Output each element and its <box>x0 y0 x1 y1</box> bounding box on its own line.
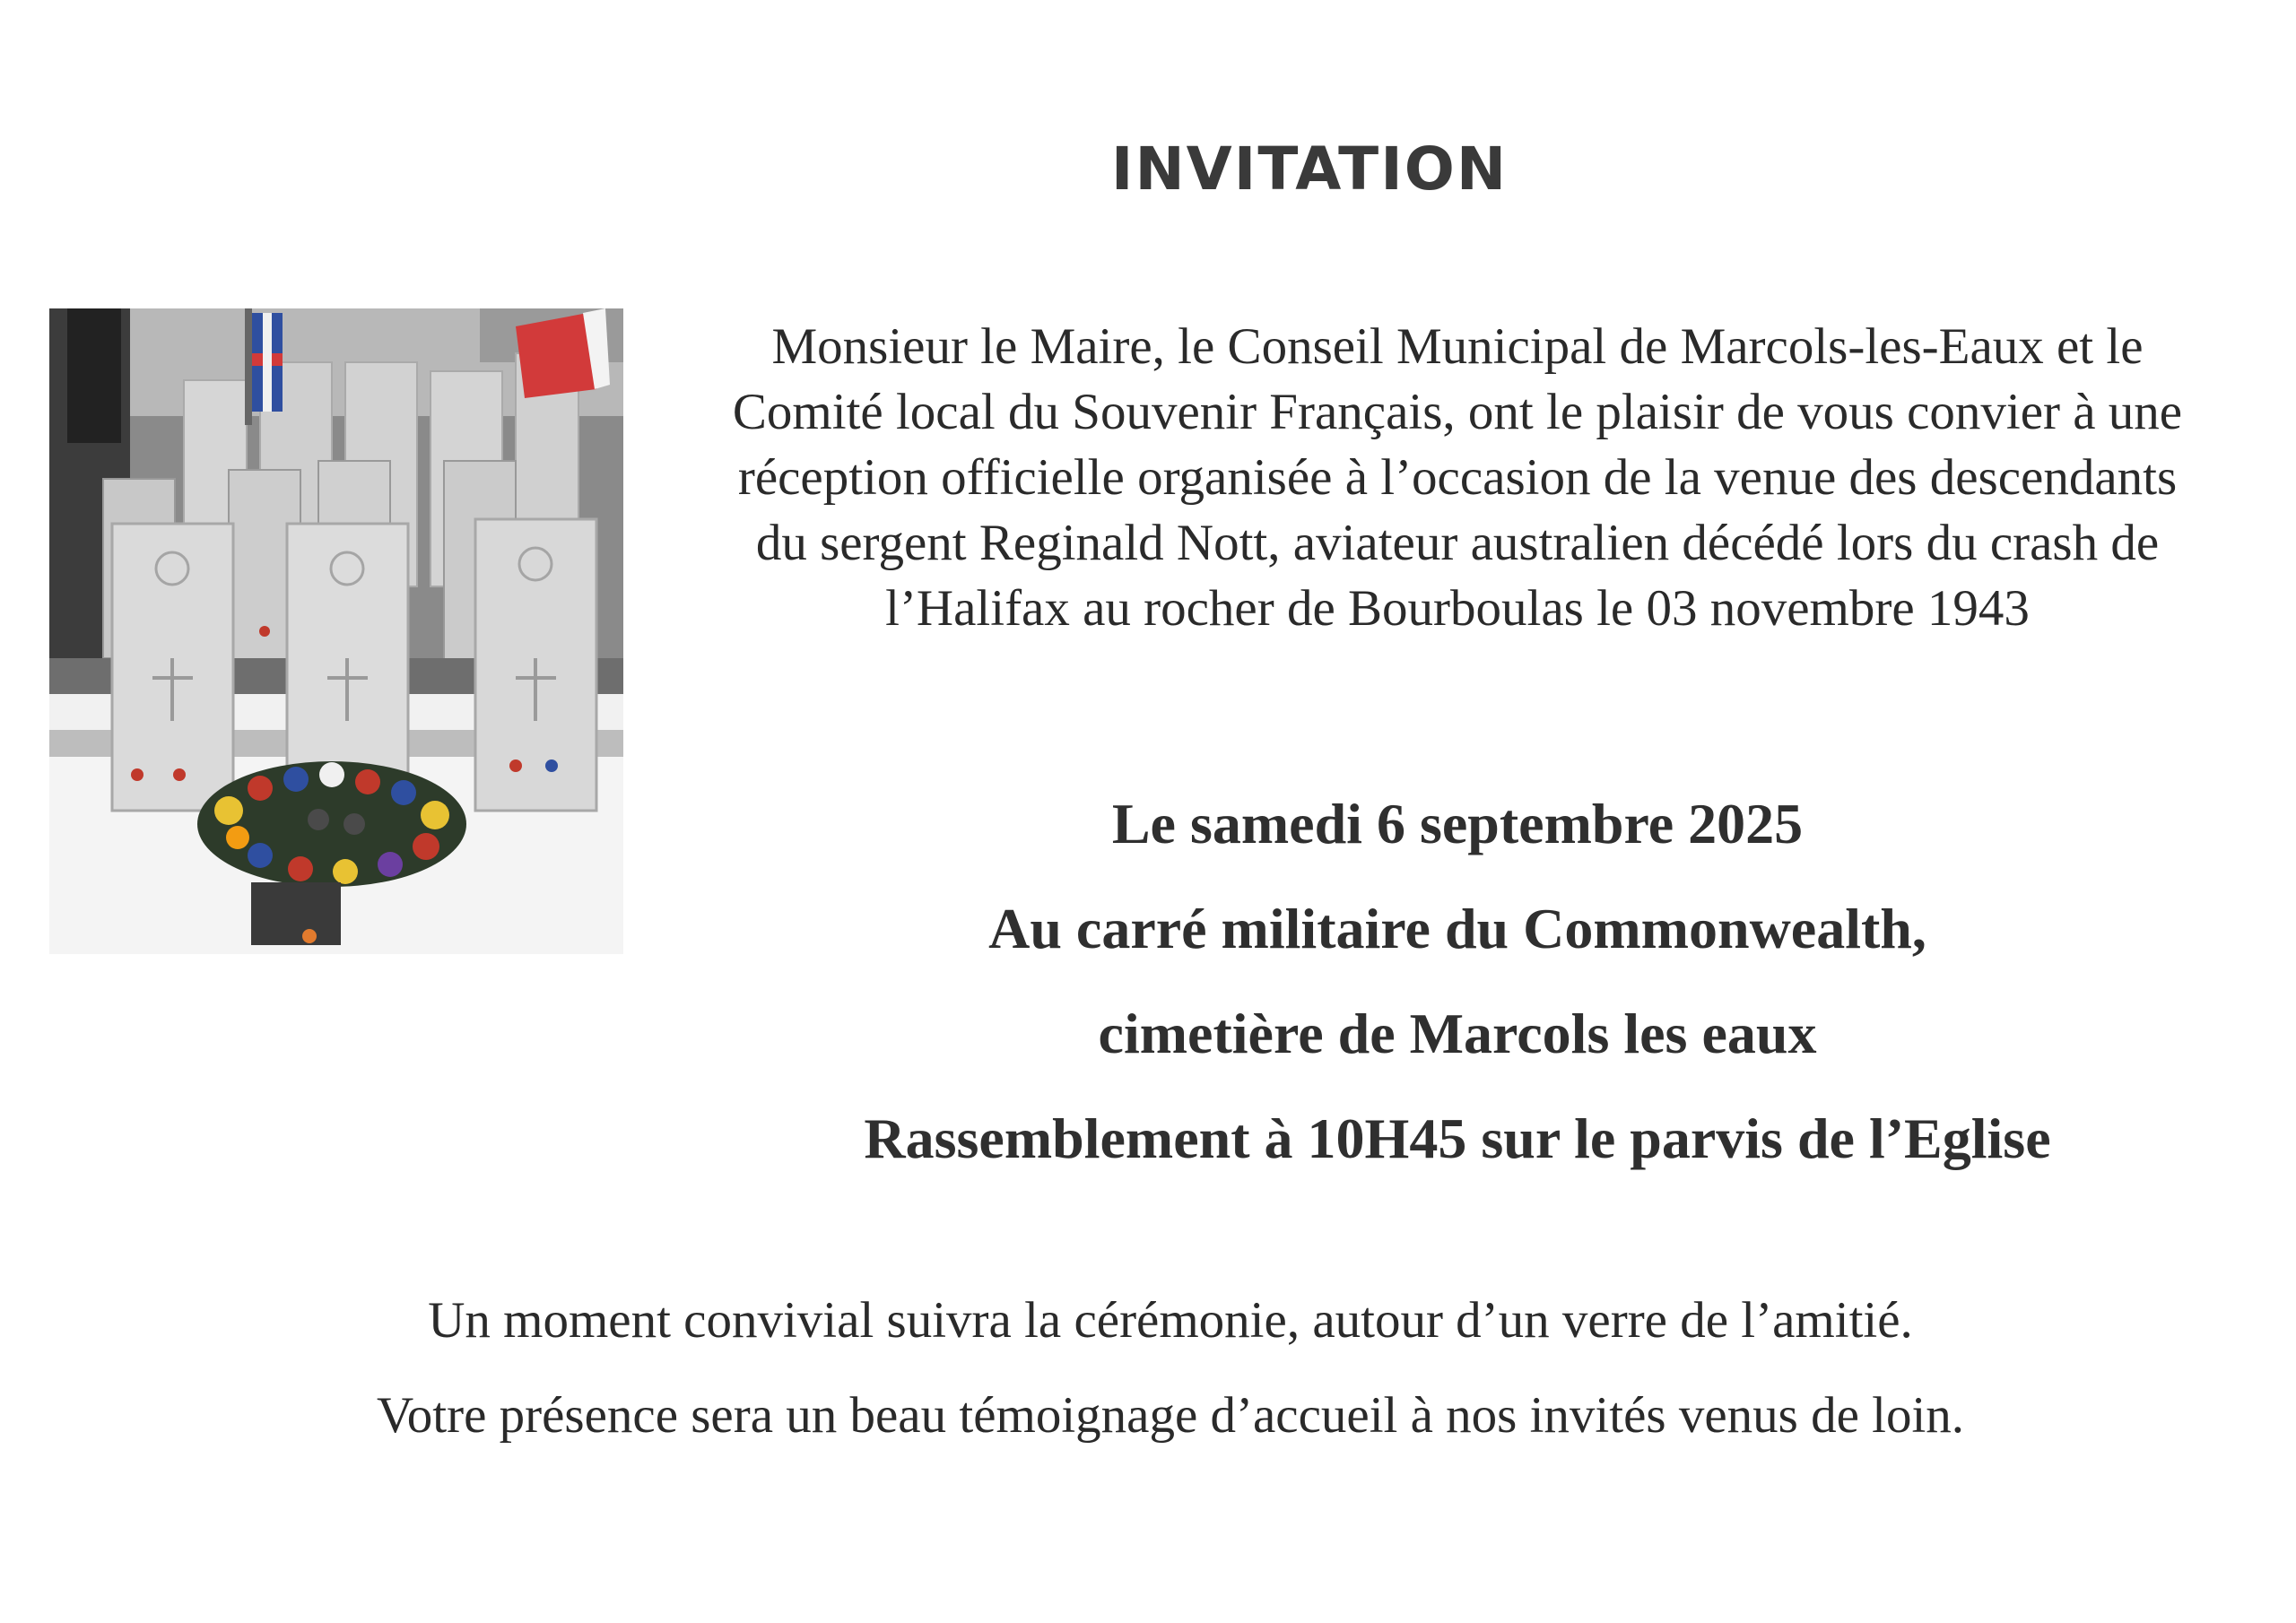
event-date: Le samedi 6 septembre 2025 <box>1111 792 1804 855</box>
event-location: Au carré militaire du Commonwealth, <box>988 897 1926 960</box>
intro-line: Monsieur le Maire, le Conseil Municipal de Marcols-les-Eaux et le <box>771 318 2144 375</box>
intro-paragraph <box>628 314 2287 641</box>
event-gathering: Rassemblement à 10H45 sur le parvis de l’Eglise <box>864 1107 2051 1170</box>
event-cemetery: cimetière de Marcols les eaux <box>1098 1002 1817 1065</box>
intro-line: du sergent Reginald Nott, aviateur australien décédé lors du crash de <box>755 515 2160 571</box>
event-details <box>628 771 2287 1191</box>
war-graves-photo <box>49 308 623 954</box>
intro-line: réception officielle organisée à l’occasion de la venue des descendants <box>737 449 2178 506</box>
intro-line: l’Halifax au rocher de Bourboulas le 03 novembre 1943 <box>885 580 2030 637</box>
closing-line: Un moment convivial suivra la cérémonie, autour d’un verre de l’amitié. <box>428 1292 1913 1349</box>
invitation-title: INVITATION <box>1110 135 1509 204</box>
intro-line: Comité local du Souvenir Français, ont le plaisir de vous convier à une <box>732 384 2183 440</box>
closing-line: Votre présence sera un beau témoignage d’accueil à nos invités venus de loin. <box>376 1387 1965 1444</box>
closing-paragraph <box>296 1273 2045 1463</box>
